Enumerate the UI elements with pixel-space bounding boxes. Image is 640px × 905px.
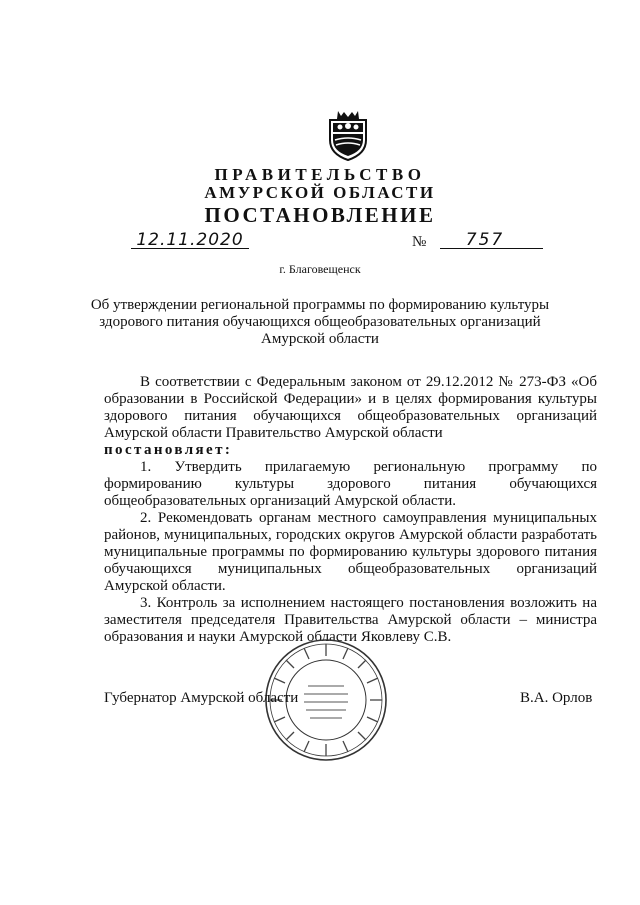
region-title: АМУРСКОЙ ОБЛАСТИ (204, 183, 436, 202)
coat-of-arms-icon (326, 110, 370, 162)
document-body (104, 374, 597, 646)
preamble: В соответствии с Федеральным законом от 29.12.2012 № 273-ФЗ «Об образовании в Российской Федерации» и в целях формирования культуры здорового питания обучающихся общеобразовательных организаций Амурской области Правительство Амурской области (104, 374, 597, 441)
item-2: 2. Рекомендовать органам местного самоуправления муниципальных районов, муниципальных, городских округов Амурской области разработать муниципальные программы по формированию культуры здорового питания обучающихся муниципальных общеобразовательных организаций Амурской области. (104, 510, 597, 594)
document-subject: Об утверждении региональной программы по формированию культуры здорового питания обучающихся общеобразовательных организаций Амурской области (90, 297, 550, 347)
government-title: ПРАВИТЕЛЬСТВО (214, 165, 426, 184)
signatory-position: Губернатор Амурской области (104, 690, 299, 706)
document-date: 12.11.2020 (136, 230, 244, 250)
city: г. Благовещенск (279, 262, 361, 276)
signatory-name: В.А. Орлов (520, 690, 593, 706)
document-number: 757 (465, 230, 505, 250)
document-type: ПОСТАНОВЛЕНИЕ (204, 203, 436, 227)
number-sign: № (412, 234, 427, 250)
resolves-word: постановляет: (104, 442, 233, 458)
item-3: 3. Контроль за исполнением настоящего постановления возложить на заместителя председателя Правительства Амурской области – министра образования и науки Амурской области Яковлеву С.В. (104, 595, 597, 645)
item-1: 1. Утвердить прилагаемую региональную программу по формированию культуры здорового питания обучающихся общеобразовательных организаций Амурской области. (104, 459, 597, 509)
number-underline (440, 248, 543, 249)
date-underline (131, 248, 249, 249)
